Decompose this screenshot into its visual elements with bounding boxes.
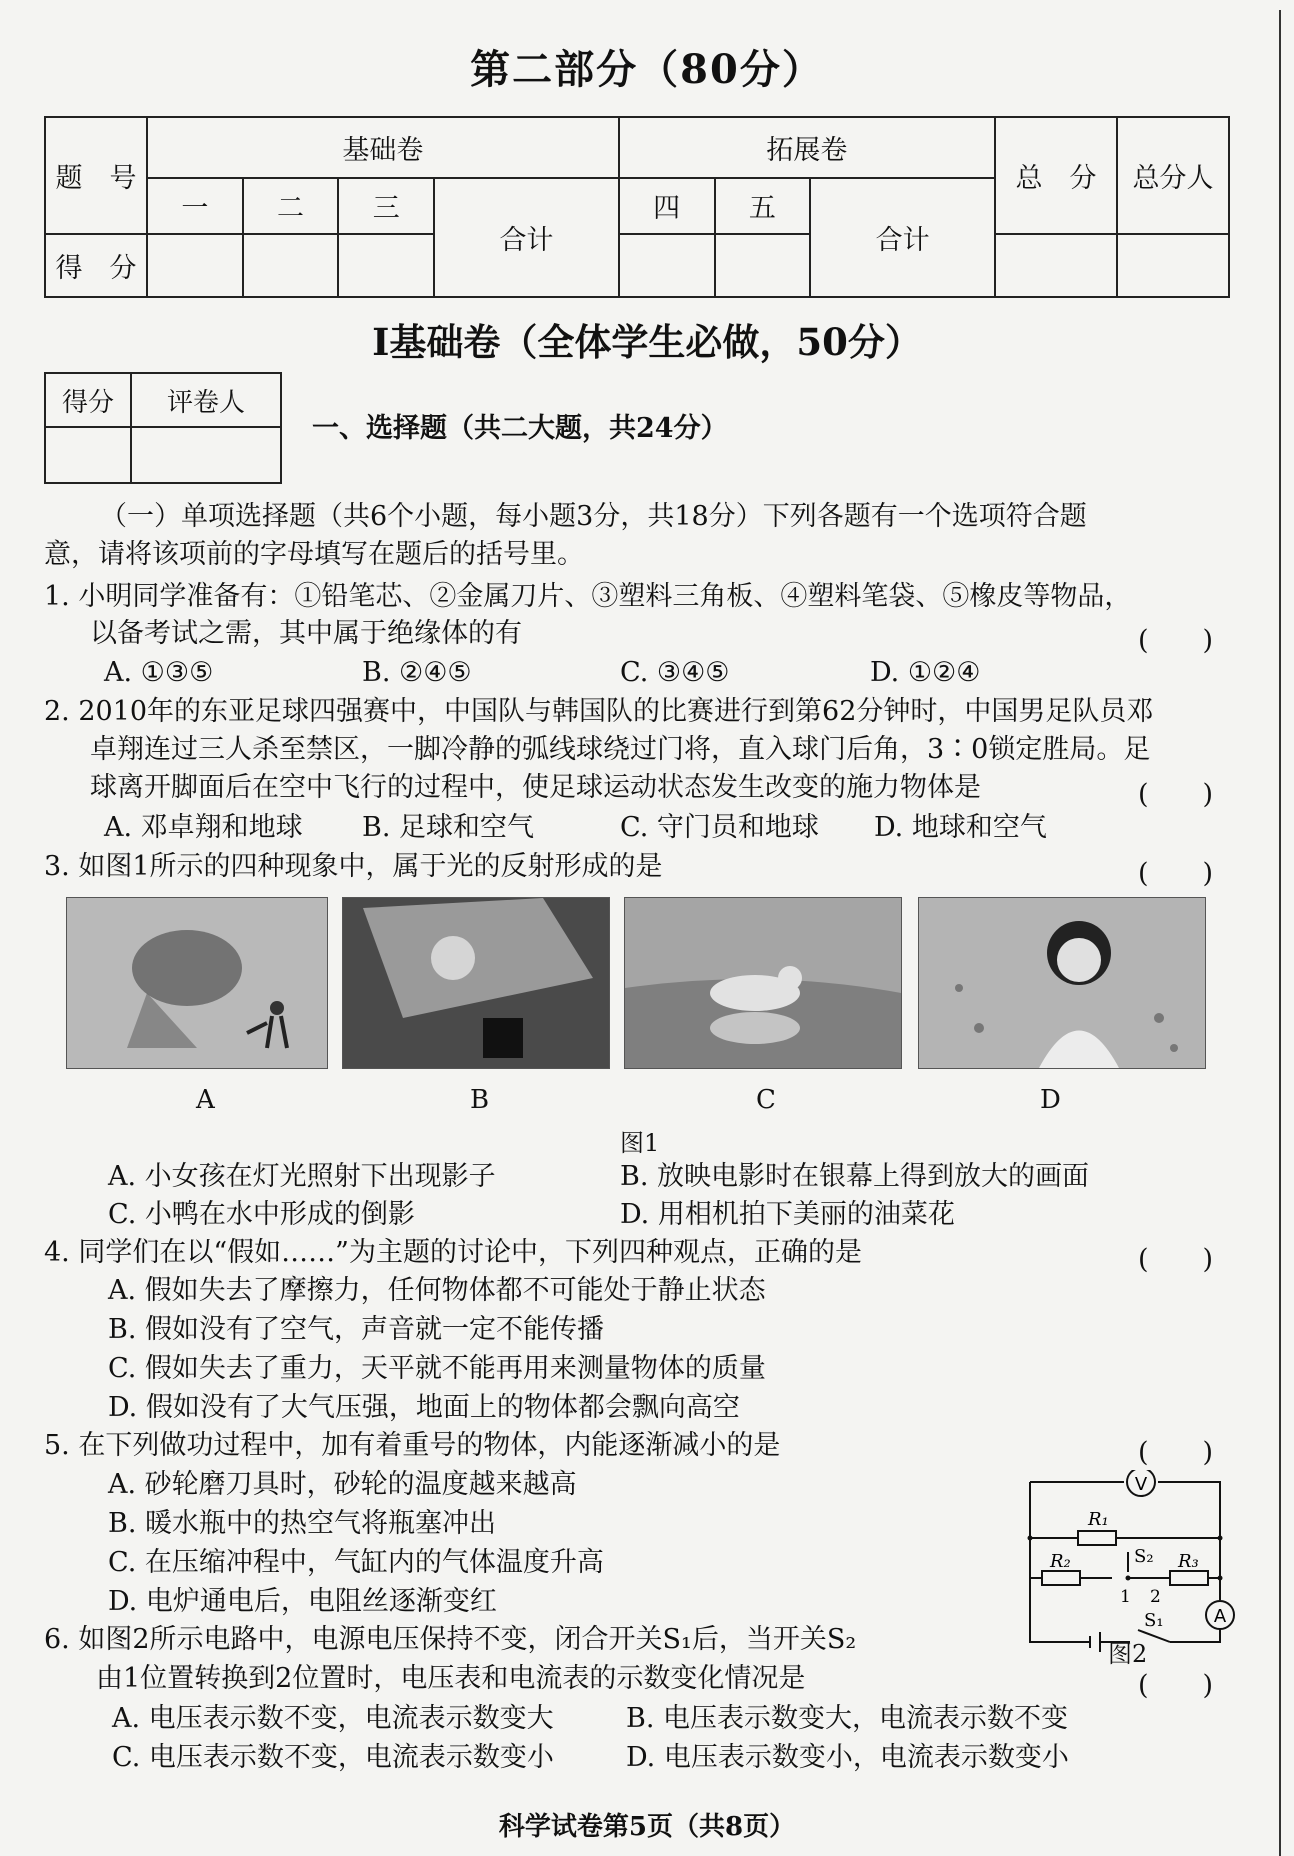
q2-line-2: 卓翔连过三人杀至禁区，一脚冷静的弧线球绕过门将，直入球门后角，3∶0锁定胜局。足	[90, 734, 1151, 765]
score-cell-3[interactable]	[338, 234, 434, 297]
col-5: 五	[715, 178, 811, 235]
q4-option-d: D. 假如没有了大气压强，地面上的物体都会飘向高空	[108, 1392, 740, 1423]
score-table	[44, 116, 1230, 298]
q2-option-a: A. 邓卓翔和地球	[104, 812, 303, 843]
q5-option-d: D. 电炉通电后，电阻丝逐渐变红	[108, 1586, 497, 1617]
q5-line-1: 5. 在下列做功过程中，加有着重号的物体，内能逐渐减小的是	[44, 1430, 781, 1461]
instruction-line-2: 意，请将该项前的字母填写在题后的括号里。	[44, 539, 584, 570]
q1-line-1: 1. 小明同学准备有：①铅笔芯、②金属刀片、③塑料三角板、④塑料笔袋、⑤橡皮等物品，	[44, 581, 1132, 612]
q3-option-b: B. 放映电影时在银幕上得到放大的画面	[620, 1161, 1090, 1192]
photo-d-flowers	[918, 897, 1206, 1069]
r2-label: R₂	[1050, 1551, 1071, 1572]
grader-defen: 得分	[45, 373, 131, 427]
photo-c-duck	[624, 897, 902, 1069]
q1-option-a: A. ①③⑤	[104, 657, 214, 688]
zongfen-label: 总 分	[995, 117, 1117, 234]
r1-label: R₁	[1088, 1509, 1109, 1530]
q5-answer-paren[interactable]: ( )	[1138, 1437, 1214, 1468]
q4-option-a: A. 假如失去了摩擦力，任何物体都不可能处于静止状态	[108, 1275, 766, 1306]
q3-option-a: A. 小女孩在灯光照射下出现影子	[108, 1161, 496, 1192]
jichu-label: 基础卷	[147, 117, 619, 178]
q4-option-b: B. 假如没有了空气，声音就一定不能传播	[108, 1314, 605, 1345]
battery-icon	[1090, 1632, 1100, 1652]
tihao-label: 题 号	[45, 117, 147, 234]
score-cell-1[interactable]	[147, 234, 243, 297]
part-one-heading: 一、选择题（共二大题，共24分）	[312, 413, 728, 444]
q1-option-b: B. ②④⑤	[362, 657, 472, 688]
q1-option-c: C. ③④⑤	[620, 657, 730, 688]
q6-option-c: C. 电压表示数不变，电流表示数变小	[112, 1742, 554, 1773]
q3-option-d: D. 用相机拍下美丽的油菜花	[620, 1199, 955, 1230]
q6-option-b: B. 电压表示数变大，电流表示数不变	[626, 1703, 1069, 1734]
q6-answer-paren[interactable]: ( )	[1138, 1670, 1214, 1701]
voltmeter-label: V	[1134, 1474, 1148, 1495]
photo-a-shadow	[66, 897, 328, 1069]
q4-answer-paren[interactable]: ( )	[1138, 1244, 1214, 1275]
photo-b-movie	[342, 897, 610, 1069]
binding-line	[1279, 10, 1281, 1856]
score-cell-5[interactable]	[715, 234, 811, 297]
position-1-label: 1	[1120, 1587, 1131, 1607]
col-1: 一	[147, 178, 243, 235]
instruction-line-1: （一）单项选择题（共6个小题，每小题3分，共18分）下列各题有一个选项符合题	[100, 501, 1087, 532]
page-footer: 科学试卷第5页（共8页）	[498, 1812, 796, 1842]
grader-score-cell[interactable]	[45, 427, 131, 483]
q5-option-b: B. 暖水瓶中的热空气将瓶塞冲出	[108, 1508, 497, 1539]
q3-answer-paren[interactable]: ( )	[1138, 858, 1214, 889]
resistor-r1-icon	[1078, 1531, 1116, 1545]
q6-line-1: 6. 如图2所示电路中，电源电压保持不变，闭合开关S₁后，当开关S₂	[44, 1624, 857, 1655]
q2-option-b: B. 足球和空气	[362, 812, 535, 843]
col-heji-1: 合计	[434, 178, 619, 297]
q6-option-a: A. 电压表示数不变，电流表示数变大	[112, 1703, 554, 1734]
score-cell-4[interactable]	[619, 234, 715, 297]
q4-line-1: 4. 同学们在以“假如……”为主题的讨论中，下列四种观点，正确的是	[44, 1237, 862, 1268]
q3-option-c: C. 小鸭在水中形成的倒影	[108, 1199, 415, 1230]
defen-label: 得 分	[45, 234, 147, 297]
q4-option-c: C. 假如失去了重力，天平就不能再用来测量物体的质量	[108, 1353, 766, 1384]
q1-line-2: 以备考试之需，其中属于绝缘体的有	[90, 618, 522, 649]
col-heji-2: 合计	[810, 178, 995, 297]
q6-line-2: 由1位置转换到2位置时，电压表和电流表的示数变化情况是	[96, 1663, 806, 1694]
r3-label: R₃	[1178, 1551, 1199, 1572]
figure-1-label: 图1	[620, 1129, 660, 1157]
circuit-diagram	[1020, 1470, 1250, 1660]
q1-option-d: D. ①②④	[870, 657, 981, 688]
s2-label: S₂	[1134, 1546, 1154, 1567]
ammeter-label: A	[1213, 1606, 1227, 1627]
photo-label-b: B	[470, 1085, 490, 1115]
resistor-r2-icon	[1042, 1571, 1080, 1585]
zongfenren-label: 总分人	[1117, 117, 1229, 234]
s1-label: S₁	[1144, 1610, 1164, 1631]
grader-name-cell[interactable]	[131, 427, 281, 483]
score-cell-grader[interactable]	[1117, 234, 1229, 297]
section-title: Ⅰ基础卷（全体学生必做，50分）	[372, 320, 922, 364]
resistor-r3-icon	[1170, 1571, 1208, 1585]
q2-option-d: D. 地球和空气	[874, 812, 1047, 843]
grader-table	[44, 372, 282, 484]
score-cell-2[interactable]	[243, 234, 339, 297]
q5-option-c: C. 在压缩冲程中，气缸内的气体温度升高	[108, 1547, 604, 1578]
tuozhan-label: 拓展卷	[619, 117, 995, 178]
col-4: 四	[619, 178, 715, 235]
q2-answer-paren[interactable]: ( )	[1138, 779, 1214, 810]
score-cell-total[interactable]	[995, 234, 1117, 297]
figure-2-label: 图2	[1108, 1640, 1148, 1668]
q2-line-1: 2. 2010年的东亚足球四强赛中，中国队与韩国队的比赛进行到第62分钟时，中国男足队员邓	[44, 696, 1154, 727]
grader-pingjuanren: 评卷人	[131, 373, 281, 427]
q2-line-3: 球离开脚面后在空中飞行的过程中，使足球运动状态发生改变的施力物体是	[90, 772, 981, 803]
photo-label-c: C	[756, 1085, 776, 1115]
photo-label-d: D	[1040, 1085, 1061, 1115]
position-2-label: 2	[1150, 1587, 1161, 1607]
col-2: 二	[243, 178, 339, 235]
col-3: 三	[338, 178, 434, 235]
q5-option-a: A. 砂轮磨刀具时，砂轮的温度越来越高	[108, 1469, 577, 1500]
q1-answer-paren[interactable]: ( )	[1138, 625, 1214, 656]
q3-line-1: 3. 如图1所示的四种现象中，属于光的反射形成的是	[44, 851, 663, 882]
photo-label-a: A	[196, 1085, 215, 1115]
q2-option-c: C. 守门员和地球	[620, 812, 819, 843]
q6-option-d: D. 电压表示数变小，电流表示数变小	[626, 1742, 1069, 1773]
part-title: 第二部分（80分）	[470, 46, 824, 93]
